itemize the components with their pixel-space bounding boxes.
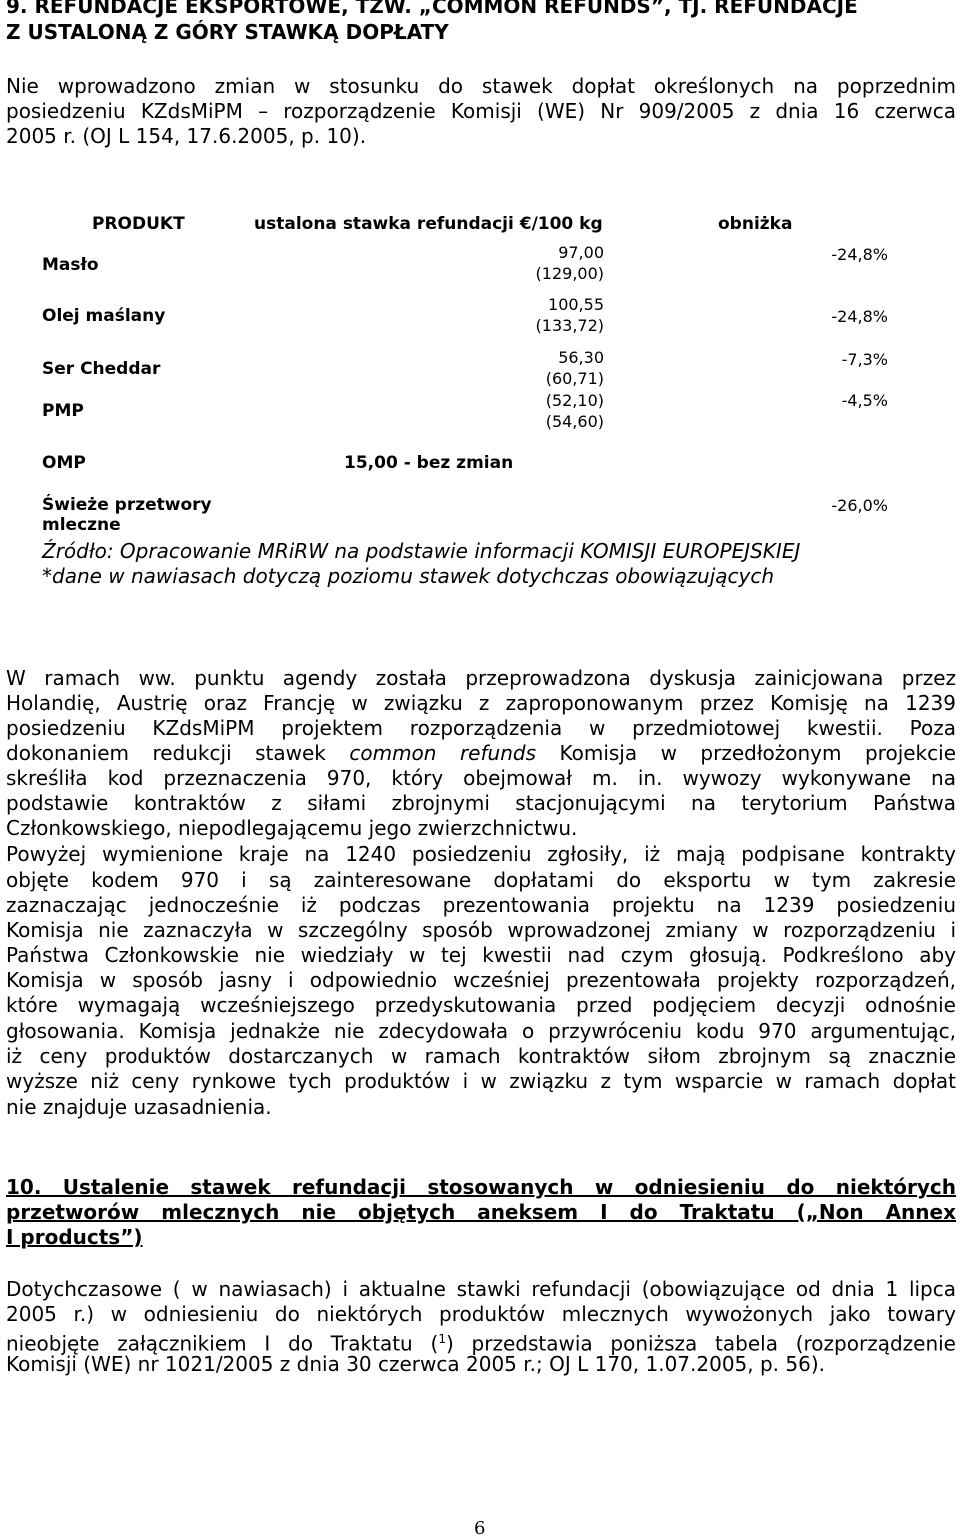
row-unchanged-note: 15,00 - bez zmian [344, 453, 514, 473]
paragraph-line: głosowania. Komisja jednakże nie zdecydowała o przywróceniu kodu 970 argumentując, [6, 1019, 956, 1043]
table-source: Źródło: Opracowanie MRiRW na podstawie informacji KOMISJI EUROPEJSKIEJ [42, 539, 801, 563]
paragraph-line: podstawie kontraktów z siłami zbrojnymi stacjonującymi na terytorium Państwa [6, 791, 956, 815]
row-reduction: -26,0% [831, 496, 888, 515]
section-10-heading-line: I products”) [6, 1225, 143, 1249]
paragraph-line: objęte kodem 970 i są zainteresowane dopłatami do eksportu w tym zakresie [6, 868, 956, 892]
paragraph-line: W ramach ww. punktu agendy została przeprowadzona dyskusja zainicjowana przez [6, 666, 956, 690]
paragraph-line: Powyżej wymienione kraje na 1240 posiedzeniu zgłosiły, iż mają podpisane kontrakty [6, 842, 956, 866]
section-9-heading-line-1: 9. REFUNDACJE EKSPORTOWE, TZW. „COMMON REFUNDS”, TJ. REFUNDACJE [6, 0, 858, 18]
paragraph-line: Członkowskiego, niepodlegającemu jego zwierzchnictwu. [6, 816, 578, 840]
row-reduction: -24,8% [831, 245, 888, 264]
paragraph-line: Komisja nie zaznaczyła w szczególny sposób wprowadzonej zmiany w rozporządzeniu i [6, 918, 956, 942]
row-value: 100,55 [548, 295, 604, 314]
row-product: Świeże przetwory [42, 495, 212, 515]
paragraph-line: nie znajduje uzasadnienia. [6, 1095, 272, 1119]
paragraph-line: Komisja w sposób jasny i odpowiednio wcześniej prezentowała projekty rozporządzeń, [6, 968, 956, 992]
page-number: 6 [474, 1518, 486, 1539]
paragraph-text: Komisja w przedłożonym projekcie [536, 741, 956, 765]
row-product: OMP [42, 453, 86, 473]
section-10-heading-line: przetworów mlecznych nie objętych aneksem I do Traktatu („Non Annex [6, 1200, 956, 1224]
row-previous-value: (133,72) [535, 316, 604, 335]
paragraph-line: 2005 r.) w odniesieniu do niektórych produktów mlecznych wywożonych jako towary [6, 1302, 956, 1326]
paragraph-line: Komisji (WE) nr 1021/2005 z dnia 30 czerwca 2005 r.; OJ L 170, 1.07.2005, p. 56). [6, 1352, 826, 1376]
header-rate: ustalona stawka refundacji €/100 kg [254, 214, 603, 234]
paragraph-text: nieobjęte załącznikiem I do Traktatu ( [6, 1331, 439, 1356]
row-reduction: -24,8% [831, 307, 888, 326]
paragraph-line: iż ceny produktów dostarczanych w ramach kontraktów siłom zbrojnym są znacznie [6, 1044, 956, 1068]
emphasis-common-refunds: common refunds [349, 741, 536, 765]
table-note: *dane w nawiasach dotyczą poziomu stawek dotychczas obowiązujących [42, 564, 775, 588]
paragraph-line: skreśliła kod przeznaczenia 970, który obejmował m. in. wywozy wykonywane na [6, 766, 956, 790]
row-product: Olej maślany [42, 306, 166, 326]
intro-line: posiedzeniu KZdsMiPM – rozporządzenie Komisji (WE) Nr 909/2005 z dnia 16 czerwca [6, 99, 956, 123]
row-value: 97,00 [558, 243, 604, 262]
paragraph-line [6, 741, 956, 766]
paragraph-line: które wymagają wcześniejszego przedyskutowania przed podjęciem decyzji odnośnie [6, 993, 956, 1017]
paragraph-line: zaznaczając jednocześnie iż podczas prezentowania projektu na 1239 posiedzeniu [6, 893, 956, 917]
section-9-heading-line-2: Z USTALONĄ Z GÓRY STAWKĄ DOPŁATY [6, 20, 449, 44]
row-previous-value: (129,00) [535, 264, 604, 283]
intro-line: Nie wprowadzono zmian w stosunku do stawek dopłat określonych na poprzednim [6, 74, 956, 98]
paragraph-text: dokonaniem redukcji stawek [6, 741, 350, 765]
row-product-continued: mleczne [42, 515, 121, 535]
paragraph-line: Dotychczasowe ( w nawiasach) i aktualne stawki refundacji (obowiązujące od dnia 1 lipca [6, 1277, 956, 1301]
row-product: Ser Cheddar [42, 359, 161, 379]
intro-line: 2005 r. (OJ L 154, 17.6.2005, p. 10). [6, 124, 367, 148]
row-reduction: -4,5% [841, 391, 888, 410]
paragraph-line: posiedzeniu KZdsMiPM projektem rozporządzenia w przedmiotowej kwestii. Poza [6, 716, 956, 740]
row-product: PMP [42, 401, 84, 421]
header-product: PRODUKT [92, 214, 185, 234]
footnote-marker: 1 [438, 1332, 446, 1346]
row-reduction: -7,3% [841, 350, 888, 369]
row-value: 56,30 [558, 348, 604, 367]
paragraph-line: wyższe niż ceny rynkowe tych produktów i w związku z tym wsparcie w ramach dopłat [6, 1069, 956, 1093]
section-10-heading-line: 10. Ustalenie stawek refundacji stosowanych w odniesieniu do niektórych [6, 1175, 956, 1199]
row-previous-value: (54,60) [545, 412, 604, 431]
paragraph-line: Holandię, Austrię oraz Francję w związku z zaproponowanym przez Komisję na 1239 [6, 691, 956, 715]
header-reduction: obniżka [718, 214, 793, 234]
row-previous-value: (60,71) [545, 369, 604, 388]
paragraph-text: ) przedstawia poniższa tabela (rozporządzenie [445, 1331, 956, 1356]
row-value: (52,10) [545, 391, 604, 410]
paragraph-line: Państwa Członkowskie nie wiedziały w tej kwestii nad czym głosują. Podkreślono aby [6, 943, 956, 967]
row-product: Masło [42, 255, 99, 275]
